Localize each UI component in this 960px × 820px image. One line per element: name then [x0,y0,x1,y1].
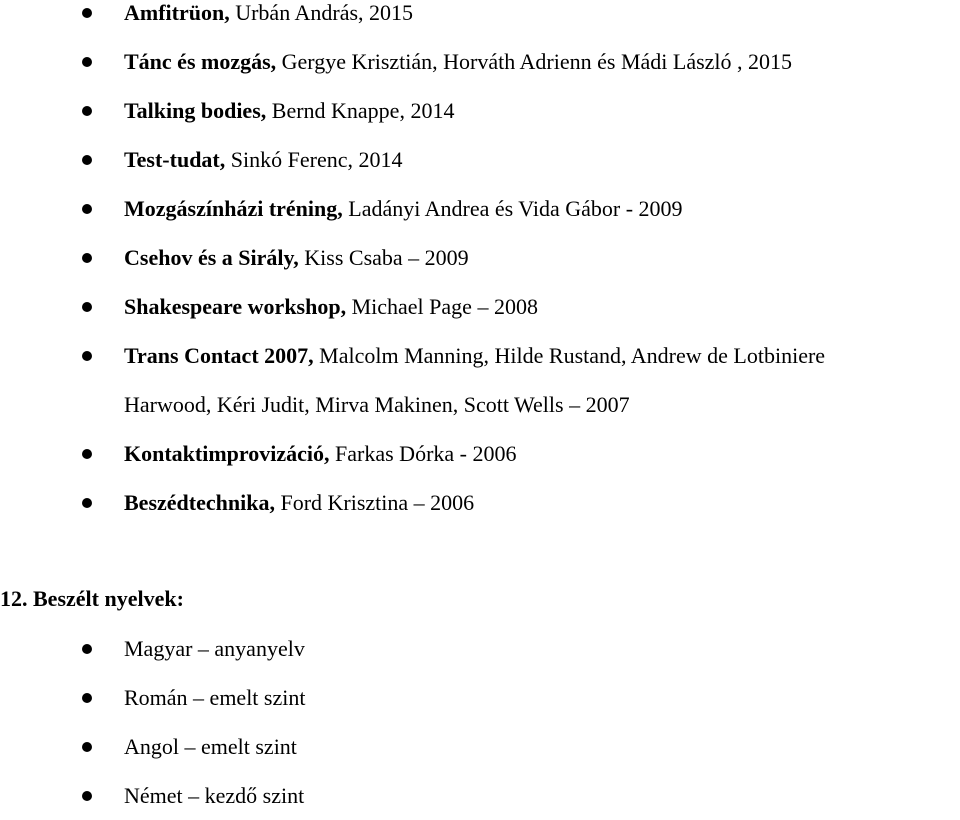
workshop-details: Farkas Dórka - 2006 [329,441,517,466]
workshop-details: Gergye Krisztián, Horváth Adrienn és Mádi László , 2015 [276,49,793,74]
bullet-icon [82,742,92,752]
bullet-icon [82,498,92,508]
list-item [0,673,960,722]
language-entry: Angol – emelt szint [124,734,297,759]
list-item [0,86,960,135]
workshop-details: Kiss Csaba – 2009 [298,245,469,270]
list-item [0,722,960,771]
language-list [0,624,960,820]
list-item [0,233,960,282]
workshop-title: Csehov és a Sirály, [124,245,299,270]
list-item [0,624,960,673]
workshop-details: Michael Page – 2008 [346,294,538,319]
bullet-icon [82,302,92,312]
bullet-icon [82,57,92,67]
bullet-icon [82,351,92,361]
list-item [0,429,960,478]
bullet-icon [82,155,92,165]
list-item [0,282,960,331]
bullet-icon [82,449,92,459]
workshop-details: Bernd Knappe, 2014 [266,98,455,123]
language-entry: Román – emelt szint [124,685,306,710]
list-item [0,331,960,429]
workshop-title: Tánc és mozgás, [124,49,277,74]
list-item [0,135,960,184]
workshop-details: Ladányi Andrea és Vida Gábor - 2009 [342,196,683,221]
bullet-icon [82,644,92,654]
workshop-details: Urbán András, 2015 [229,0,414,25]
workshop-title: Beszédtechnika, [124,490,275,515]
list-item [0,184,960,233]
language-entry: Német – kezdő szint [124,783,305,808]
bullet-icon [82,693,92,703]
language-entry: Magyar – anyanyelv [124,636,305,661]
bullet-icon [82,106,92,116]
section-heading: 12. Beszélt nyelvek: [0,586,184,611]
bullet-icon [82,204,92,214]
workshop-title: Amfitrüon, [124,0,230,25]
bullet-icon [82,253,92,263]
workshop-details: Ford Krisztina – 2006 [274,490,475,515]
workshop-title: Shakespeare workshop, [124,294,347,319]
list-item [0,0,960,37]
workshop-title: Talking bodies, [124,98,267,123]
workshop-details: Sinkó Ferenc, 2014 [225,147,403,172]
workshop-title: Trans Contact 2007, [124,343,314,368]
workshop-details: Malcolm Manning, Hilde Rustand, Andrew de Lotbiniere Harwood, Kéri Judit, Mirva Makinen, Scott Wells – 2007 [124,343,826,417]
workshop-title: Kontaktimprovizáció, [124,441,330,466]
workshop-title: Mozgászínházi tréning, [124,196,343,221]
bullet-icon [82,791,92,801]
list-item [0,478,960,527]
bullet-icon [82,8,92,18]
workshop-title: Test-tudat, [124,147,226,172]
list-item [0,37,960,86]
list-item [0,771,960,820]
